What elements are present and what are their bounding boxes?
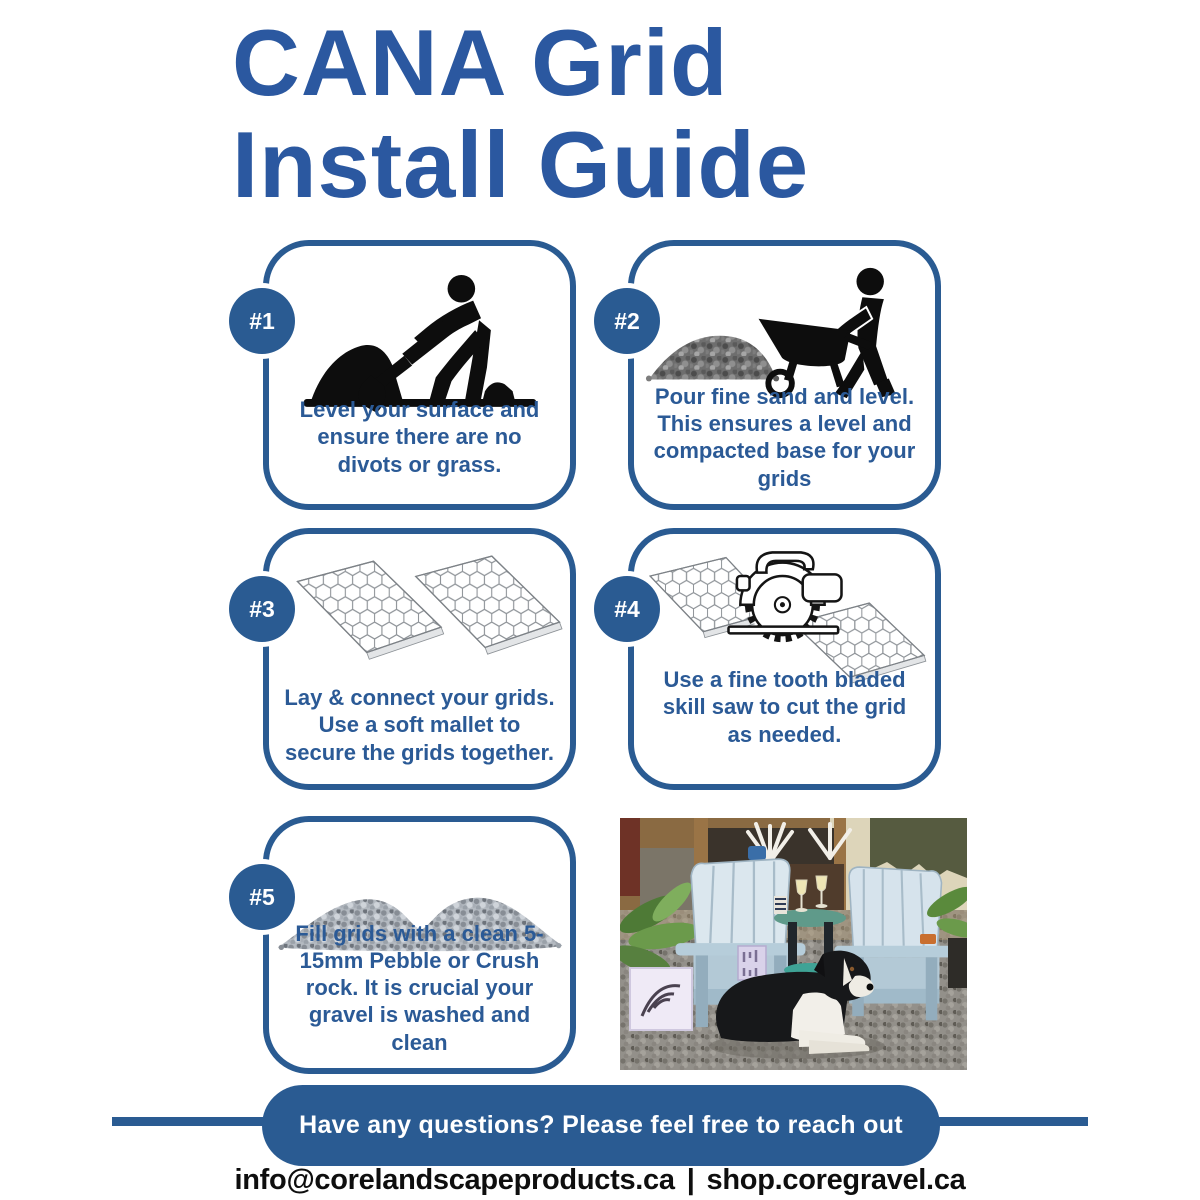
digging-person-icon: [269, 262, 570, 412]
contact-website: shop.coregravel.ca: [706, 1164, 966, 1196]
footer-banner: [262, 1085, 940, 1166]
step-3-caption: Lay & connect your grids. Use a soft mallet to secure the grids together.: [284, 685, 555, 765]
grid-panels-icon: [269, 546, 570, 677]
wheelbarrow-person-icon: [634, 260, 935, 402]
blue-pot: [748, 846, 766, 860]
step-2-badge: #2: [594, 288, 660, 354]
patio-photo: [620, 818, 967, 1070]
step-card-4: [614, 528, 941, 790]
page-title-line1: CANA Grid: [232, 10, 729, 115]
contact-line: [0, 1164, 1200, 1197]
step-1-badge: #1: [229, 288, 295, 354]
step-3-badge: #3: [229, 576, 295, 642]
step-4-caption: Use a fine tooth bladed skill saw to cut the grid as needed.: [662, 667, 907, 747]
barn-wall: [620, 818, 640, 896]
step-card-3: [249, 528, 576, 790]
step-5-badge: #5: [229, 864, 295, 930]
step-5-caption: Fill grids with a clean 5-15mm Pebble or Crush rock. It is crucial your gravel is washed and clean: [295, 920, 544, 1055]
contact-separator: |: [686, 1164, 695, 1196]
step-card-1: [249, 240, 576, 510]
white-crate-planter: [630, 968, 692, 1030]
step-2-caption: Pour fine sand and level. This ensures a level and compacted base for your grids: [653, 383, 916, 491]
page-title-line2: Install Guide: [232, 112, 810, 217]
step-card-2: [614, 240, 941, 510]
step-4-badge: #4: [594, 576, 660, 642]
contact-email: info@corelandscapeproducts.ca: [234, 1164, 675, 1196]
footer-banner-text: Have any questions? Please feel free to reach out: [299, 1111, 903, 1139]
lavender-grid-stack: [738, 946, 766, 980]
step-1-caption: Level your surface and ensure there are no divots or grass.: [299, 397, 540, 477]
step-card-5: [249, 816, 576, 1074]
